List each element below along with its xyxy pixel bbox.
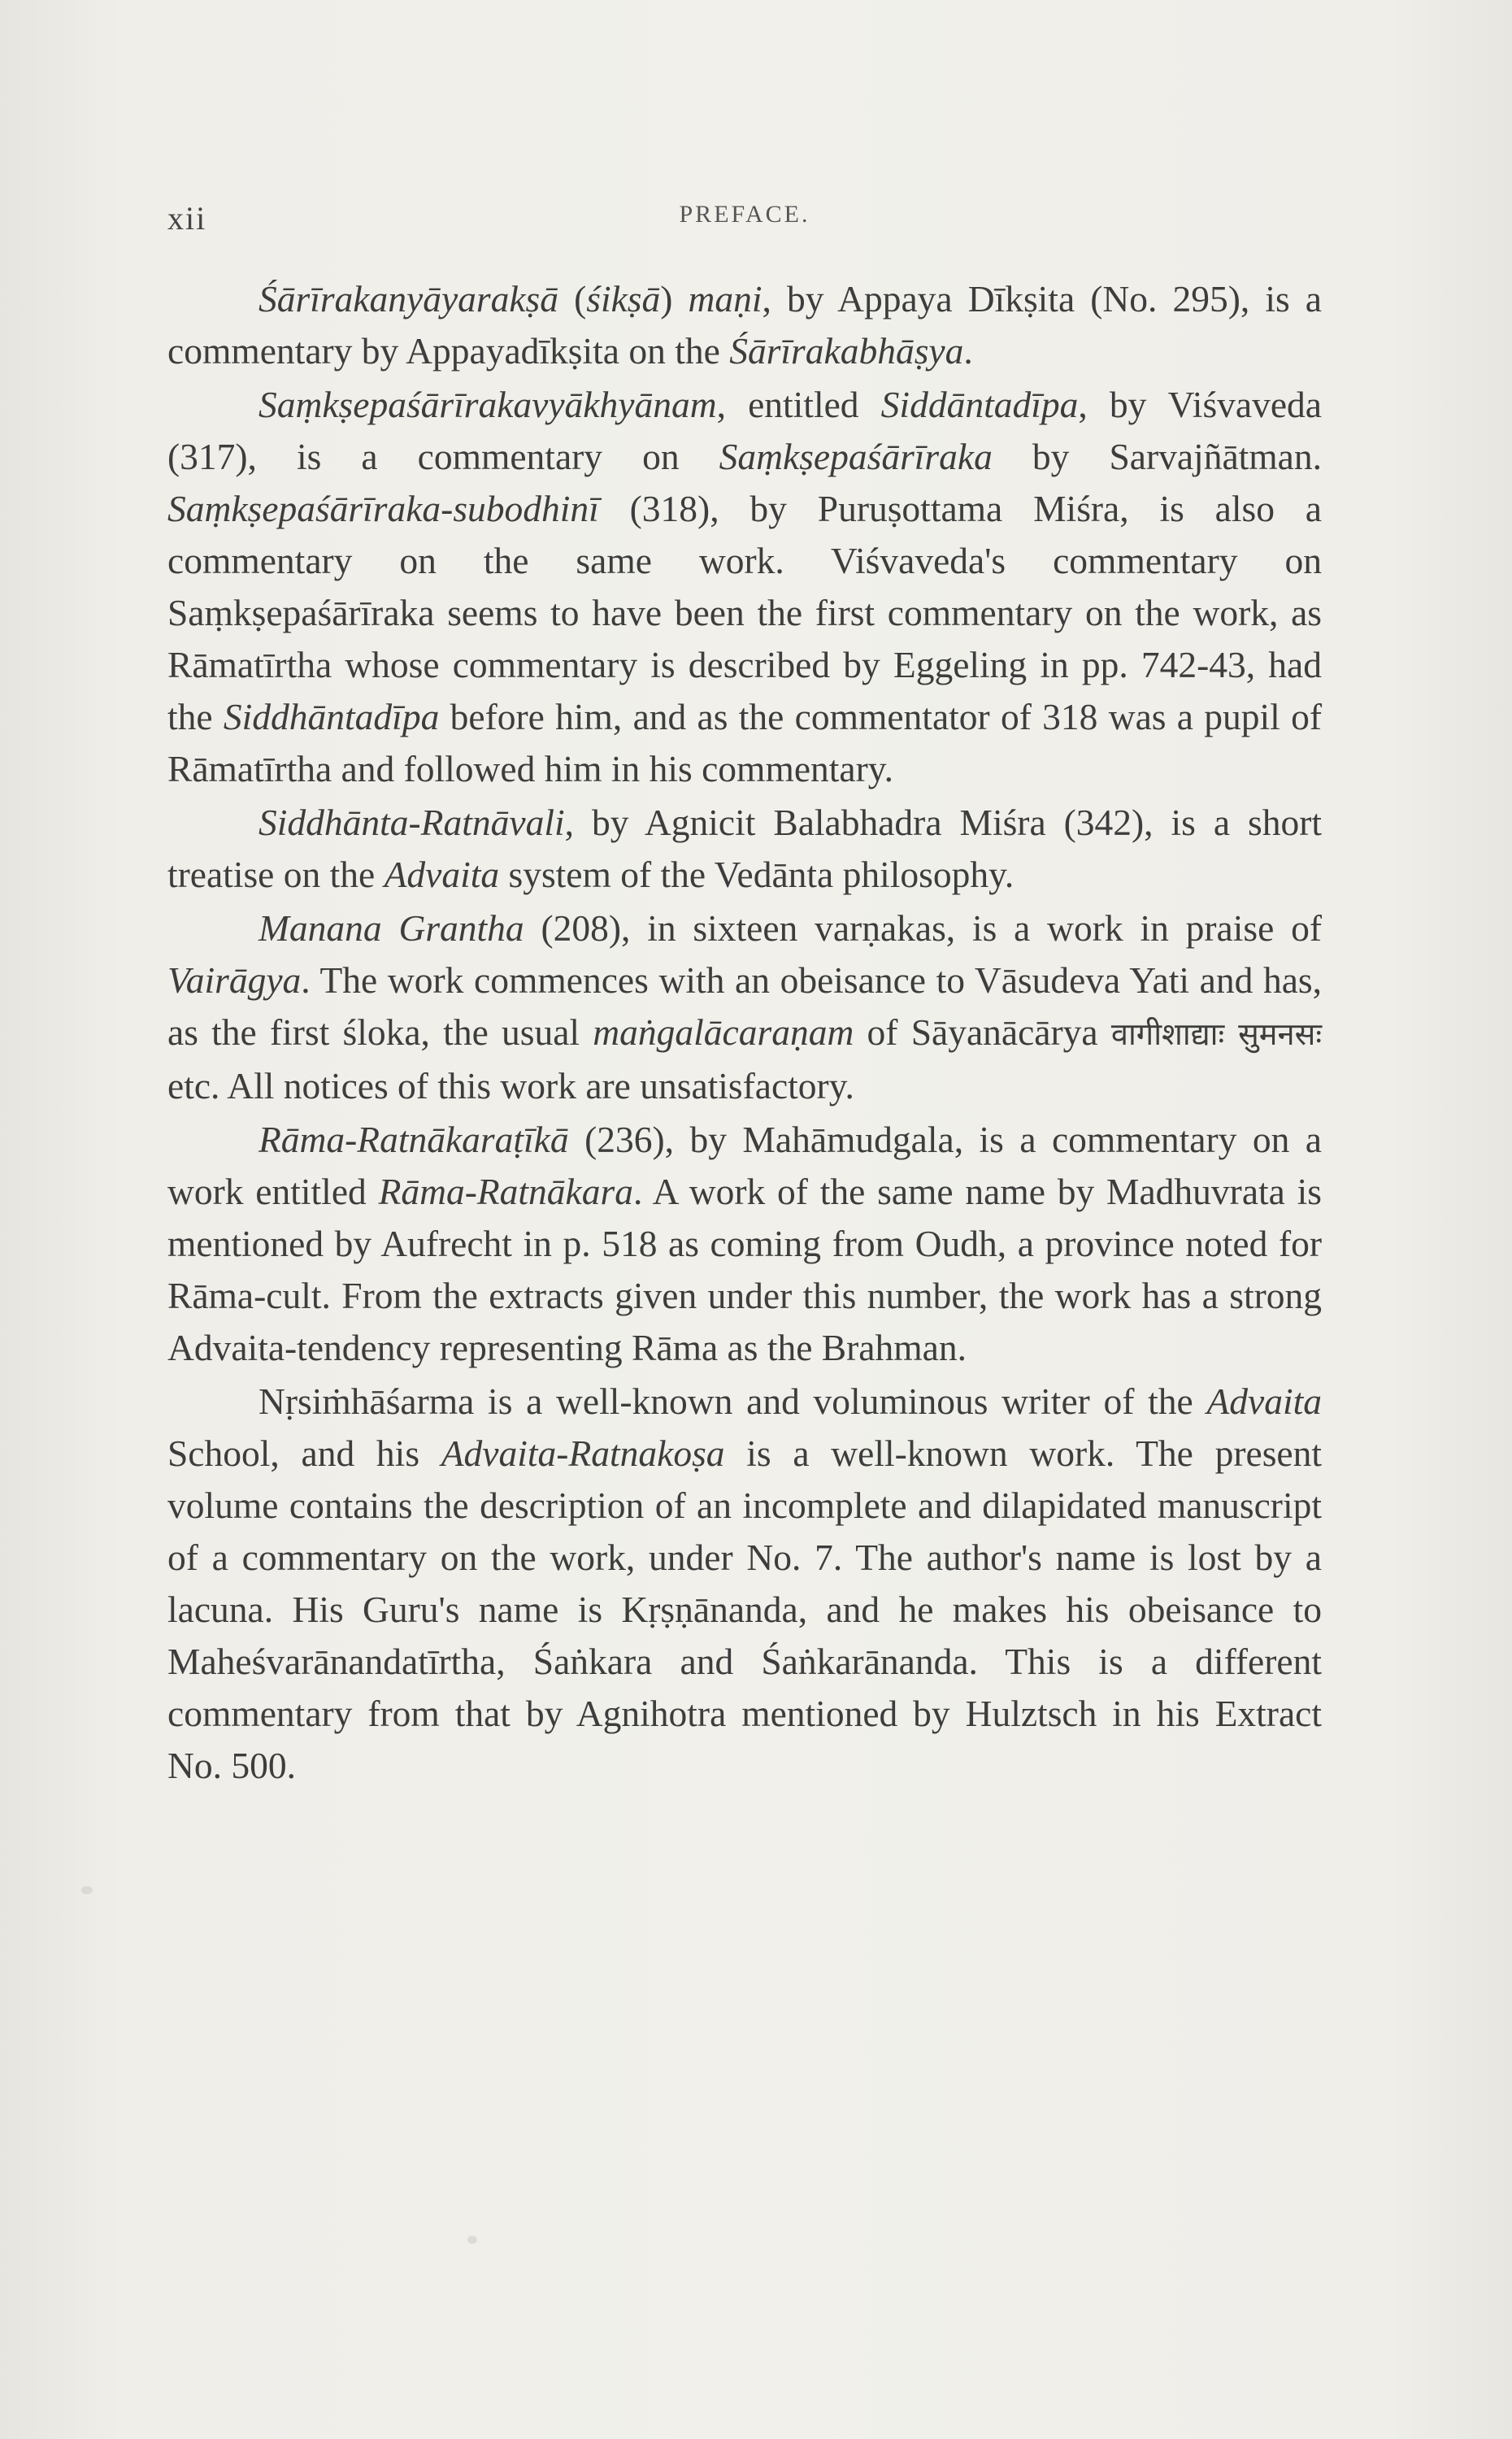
text-run: )	[660, 278, 689, 320]
text-run: etc. All notices of this work are unsatisfactory.	[167, 1065, 854, 1106]
text-run: system of the Vedānta philosophy.	[499, 854, 1015, 895]
work-title: śikṣā	[586, 278, 661, 320]
text-run: , by Agnicit Balabhadra Miśra (342), is a short treatise on the	[167, 802, 1322, 895]
work-title: Śārīrakabhāṣya	[729, 330, 964, 372]
text-run: (318), by Puruṣottama Miśra, is also a commentary on the same work. Viśvaveda's commentary on Saṃkṣepaśārīraka seems to have been the first commentary on the work, as Rāmatīrtha whose commentary is described by Eggeling in pp. 742-43, had the	[167, 488, 1322, 737]
paragraph-manana-grantha	[167, 902, 1322, 1112]
text-run: . A work of the same name by Madhuvrata is mentioned by Aufrecht in p. 518 as coming from Oudh, a province noted for Rāma-cult. From the extracts given under this number, the work has a strong Advaita-tendency representing Rāma as the Brahman.	[167, 1171, 1323, 1368]
work-title: Vairāgya	[167, 959, 302, 1001]
text-run: is a well-known work. The present volume contains the description of an incomplete and dilapidated manuscript of a commentary on the work, under No. 7. The author's name is lost by a lacuna. His Guru's name is Kṛṣṇānanda, and he makes his obeisance to Maheśvarānandatīrtha, Śaṅkara and Śaṅkarānanda. This is a different commentary from that by Agnihotra mentioned by Hulztsch in his Extract No. 500.	[167, 1433, 1322, 1786]
text-run: School, and his	[167, 1433, 441, 1474]
text-run: , by Appaya Dīkṣita (No. 295), is a commentary by Appayadīkṣita on the	[167, 278, 1323, 372]
body-text	[167, 273, 1322, 1792]
work-title: Saṃkṣepaśārīrakavyākhyānam	[259, 384, 717, 425]
text-run: Nṛsiṁhāśarma is a well-known and voluminous writer of the	[259, 1380, 1207, 1422]
work-title: Advaita	[384, 854, 500, 895]
work-title: Advaita-Ratnakoṣa	[441, 1433, 725, 1474]
work-title: Manana Grantha	[259, 907, 524, 949]
paragraph-rama-ratnakara	[167, 1114, 1322, 1374]
page-number: xii	[167, 200, 207, 237]
paragraph-sarirakanyayaraksa	[167, 273, 1322, 377]
paragraph-nrsimhasarma	[167, 1376, 1322, 1792]
work-title: Rāma-Ratnākara	[378, 1171, 633, 1212]
text-run: , entitled	[716, 384, 881, 425]
text-run: (	[558, 278, 587, 320]
paper-smudge	[467, 2236, 477, 2244]
work-title: Siddāntadīpa	[880, 384, 1079, 425]
text-run: of Sāyanācārya	[854, 1011, 1111, 1053]
paragraph-samksepasariraka	[167, 379, 1322, 795]
text-run: . The work commences with an obeisance to Vāsudeva Yati and has, as the first śloka, the usual	[167, 959, 1322, 1053]
work-title: Siddhāntadīpa	[223, 696, 440, 737]
text-run: .	[963, 330, 973, 372]
text-run: , by Viśvaveda (317), is a commentary on	[167, 384, 1322, 477]
text-run: before him, and as the commentator of 318 was a pupil of Rāmatīrtha and followed him in his commentary.	[167, 696, 1322, 789]
devanagari-quote: वागीशाद्याः सुमनसः	[1110, 1016, 1322, 1052]
text-run: (236), by Mahāmudgala, is a commentary on a work entitled	[167, 1119, 1322, 1212]
running-head	[167, 199, 1322, 240]
work-title: Śārīrakanyāyarakṣā	[259, 278, 558, 320]
text-run: by Sarvajñātman.	[992, 436, 1322, 477]
work-title: Saṃkṣepaśārīraka	[719, 436, 993, 477]
work-title: maṇi	[688, 278, 763, 320]
work-title: maṅgalācaraṇam	[593, 1011, 854, 1053]
work-title: Rāma-Ratnākaraṭīkā	[259, 1119, 569, 1160]
paper-smudge	[81, 1886, 93, 1894]
page-title: PREFACE.	[679, 201, 810, 228]
work-title: Advaita	[1206, 1380, 1322, 1422]
paragraph-siddhanta-ratnavali	[167, 797, 1322, 901]
text-run: (208), in sixteen varṇakas, is a work in praise of	[524, 907, 1322, 949]
work-title: Saṃkṣepaśārīraka-subodhinī	[167, 488, 599, 529]
work-title: Siddhānta-Ratnāvali	[259, 802, 565, 843]
